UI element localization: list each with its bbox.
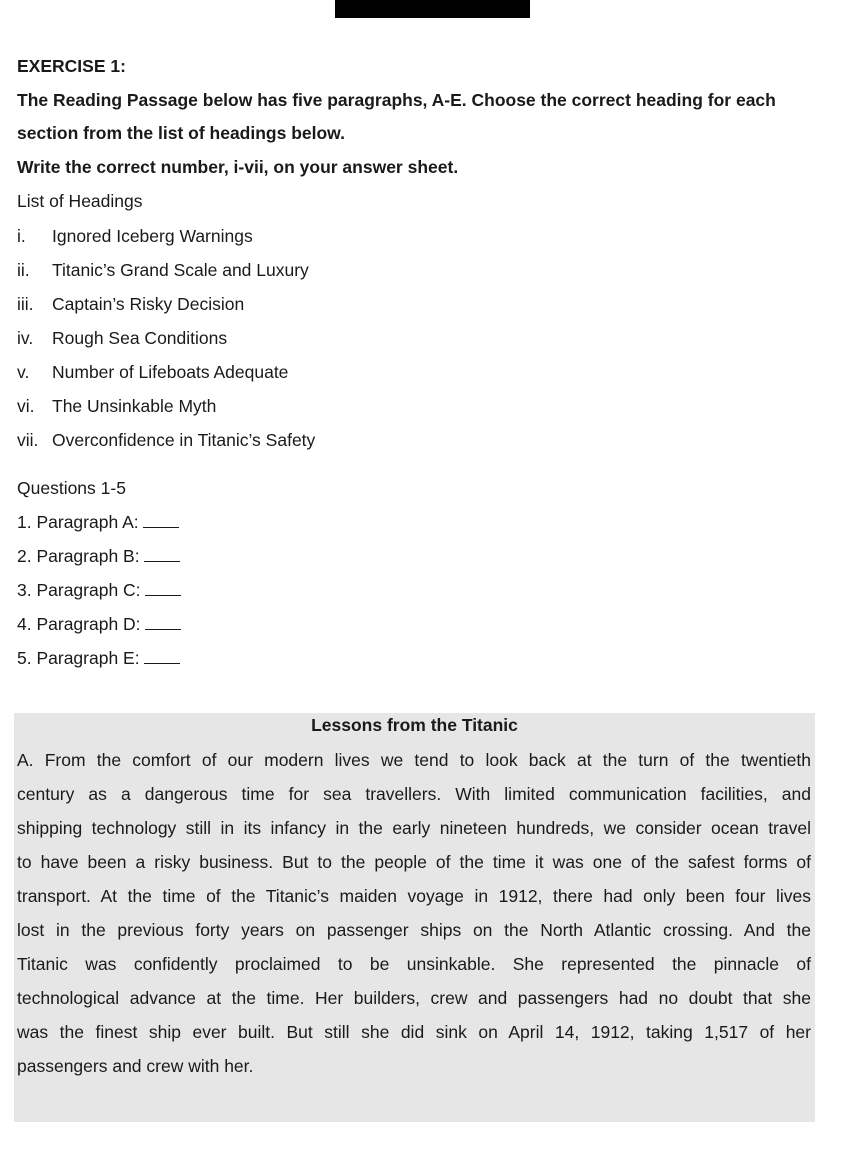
heading-text: The Unsinkable Myth [52, 396, 217, 416]
answer-blank[interactable] [143, 513, 179, 528]
answer-blank[interactable] [144, 547, 180, 562]
passage-line: passengers and crew with her. [17, 1056, 254, 1076]
heading-number: v. [17, 362, 30, 382]
redaction-bar [335, 0, 530, 18]
answer-blank[interactable] [145, 615, 181, 630]
question-label: 5. Paragraph E: [17, 648, 140, 668]
question-item [17, 511, 179, 533]
question-label: 4. Paragraph D: [17, 614, 141, 634]
heading-number: vii. [17, 430, 39, 450]
heading-number: iv. [17, 328, 34, 348]
answer-blank[interactable] [144, 649, 180, 664]
heading-number: ii. [17, 260, 30, 280]
heading-text: Overconfidence in Titanic’s Safety [52, 430, 316, 450]
question-label: 1. Paragraph A: [17, 512, 139, 532]
question-item [17, 545, 180, 567]
passage-line: technological advance at the time. Her builders, crew and passengers had no doubt that she [17, 988, 811, 1008]
passage-line: Titanic was confidently proclaimed to be unsinkable. She represented the pinnacle of [17, 954, 811, 974]
passage-line: was the finest ship ever built. But still she did sink on April 14, 1912, taking 1,517 of her [17, 1022, 811, 1042]
passage-line: shipping technology still in its infancy in the early nineteen hundreds, we consider ocean travel [17, 818, 811, 838]
answer-blank[interactable] [145, 581, 181, 596]
question-item [17, 579, 181, 601]
heading-item [17, 395, 216, 417]
heading-text: Ignored Iceberg Warnings [52, 226, 253, 246]
instruction-line-2: section from the list of headings below. [17, 123, 345, 143]
heading-text: Titanic’s Grand Scale and Luxury [52, 260, 309, 280]
passage-line: A. From the comfort of our modern lives we tend to look back at the turn of the twentieth [17, 750, 811, 770]
headings-title: List of Headings [17, 191, 143, 211]
instruction-line-3: Write the correct number, i-vii, on your answer sheet. [17, 157, 459, 177]
questions-title: Questions 1-5 [17, 478, 126, 498]
question-item [17, 613, 181, 635]
passage-line: lost in the previous forty years on passenger ships on the North Atlantic crossing. And the [17, 920, 811, 940]
question-label: 3. Paragraph C: [17, 580, 141, 600]
question-item [17, 647, 180, 669]
heading-item [17, 259, 309, 281]
heading-text: Rough Sea Conditions [52, 328, 228, 348]
heading-text: Number of Lifeboats Adequate [52, 362, 289, 382]
heading-number: vi. [17, 396, 35, 416]
heading-item [17, 429, 315, 451]
passage-title: Lessons from the Titanic [311, 715, 518, 735]
passage-line: transport. At the time of the Titanic’s maiden voyage in 1912, there had only been four lives [17, 886, 811, 906]
heading-number: iii. [17, 294, 34, 314]
exercise-title: EXERCISE 1: [17, 56, 126, 76]
heading-item [17, 361, 288, 383]
heading-text: Captain’s Risky Decision [52, 294, 245, 314]
heading-item [17, 293, 244, 315]
instruction-line-1: The Reading Passage below has five paragraphs, A-E. Choose the correct heading for each [17, 90, 776, 110]
question-label: 2. Paragraph B: [17, 546, 140, 566]
passage-line: century as a dangerous time for sea travellers. With limited communication facilities, and [17, 784, 811, 804]
passage-line: to have been a risky business. But to the people of the time it was one of the safest forms of [17, 852, 811, 872]
heading-number: i. [17, 226, 26, 246]
heading-item [17, 225, 253, 247]
heading-item [17, 327, 227, 349]
